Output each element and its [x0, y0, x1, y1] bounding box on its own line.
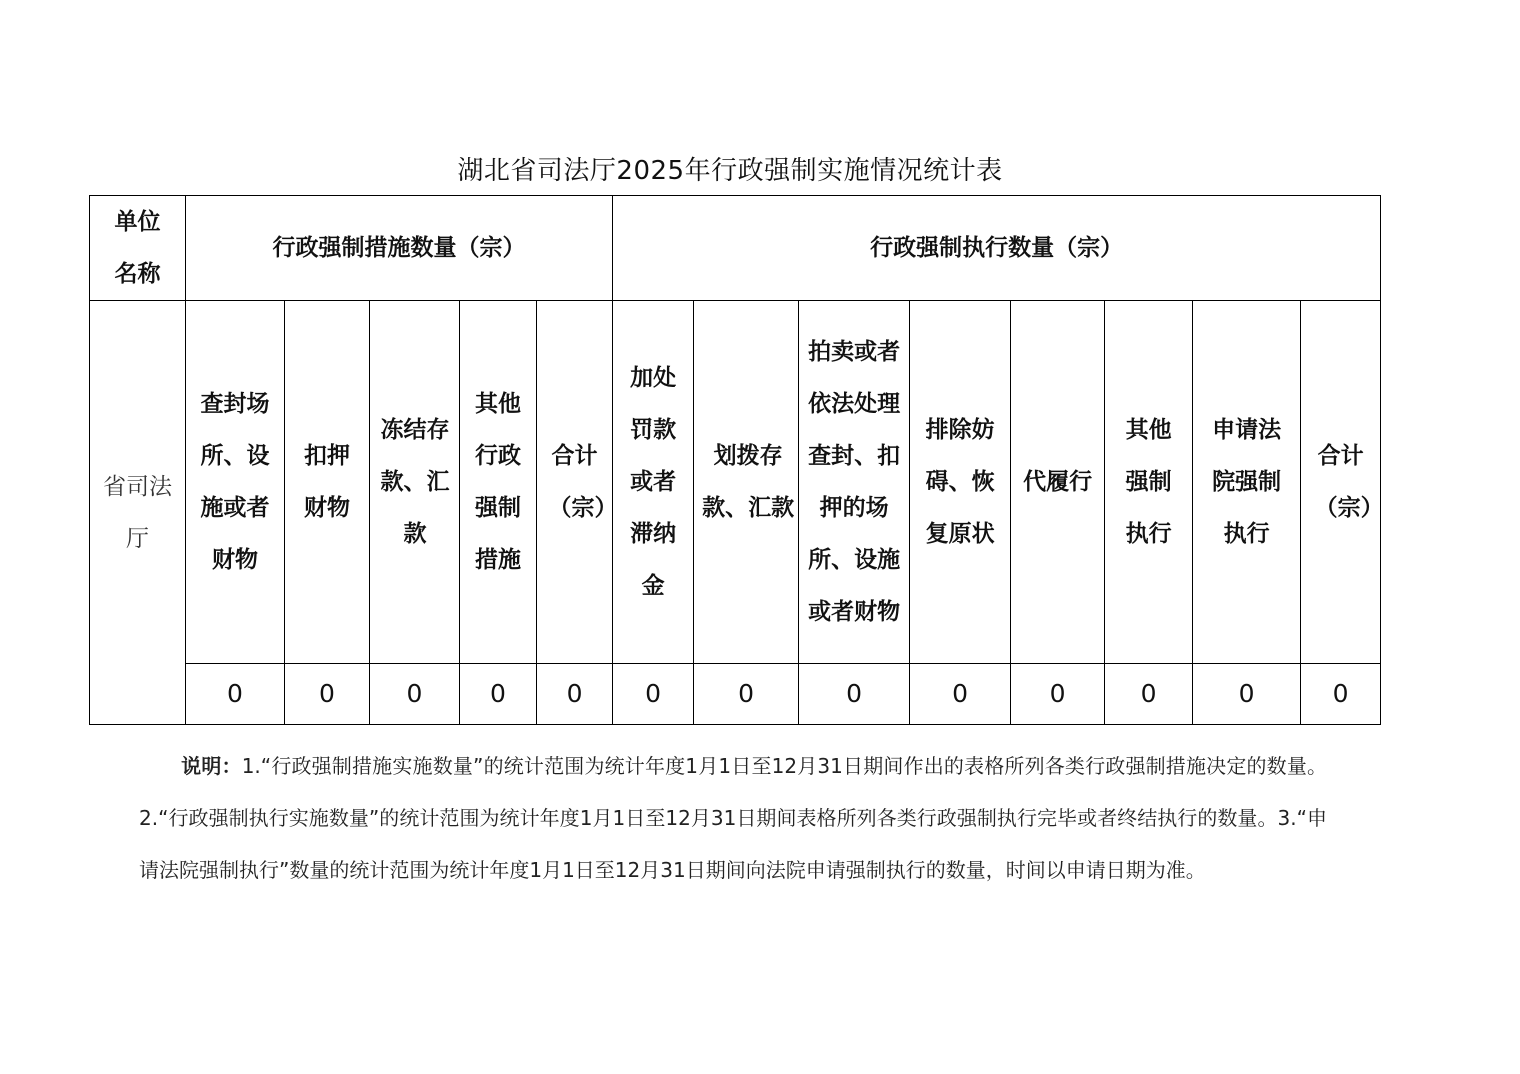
column-header-label: 扣押财物	[304, 443, 350, 521]
unit-header-label: 单位名称	[114, 209, 161, 287]
measures-group-label: 行政强制措施数量（宗）	[272, 235, 526, 261]
execution-group-label: 行政强制执行数量（宗）	[870, 235, 1124, 261]
unit-header-cell	[90, 196, 186, 301]
column-header-label: 拍卖或者依法处理查封、扣押的场所、设施或者财物	[808, 339, 901, 625]
notes-label: 说明：	[181, 754, 242, 778]
value-cell: 0	[799, 664, 910, 725]
column-header	[285, 301, 370, 664]
page-title: 湖北省司法厅2025年行政强制实施情况统计表	[457, 156, 1003, 186]
column-header	[694, 301, 799, 664]
notes-text: 1.“行政强制措施实施数量”的统计范围为统计年度1月1日至12月31日期间作出的表格所列各类行政强制措施决定的数量。2.“行政强制执行实施数量”的统计范围为统计年度1月1日至12月31日期间表格所列各类行政强制执行完毕或者终结执行的数量。3.“申请法院强制执行”数量的统计范围为统计年度1月1日至12月31日期间向法院申请强制执行的数量，时间以申请日期为准。	[139, 754, 1328, 882]
column-header-label: 代履行	[1023, 469, 1093, 495]
value-cell: 0	[1011, 664, 1105, 725]
execution-group-header	[613, 196, 1381, 301]
notes-paragraph	[139, 740, 1327, 896]
value-cell: 0	[1301, 664, 1381, 725]
column-header	[460, 301, 537, 664]
column-header	[1301, 301, 1384, 664]
value-cell: 0	[460, 664, 537, 725]
column-header-row	[90, 301, 1381, 664]
column-header	[370, 301, 460, 664]
value-cell: 0	[370, 664, 460, 725]
value-cell: 0	[186, 664, 285, 725]
value-cell: 0	[1193, 664, 1301, 725]
column-header-label: 排除妨碍、恢复原状	[925, 417, 995, 547]
column-header	[186, 301, 285, 664]
unit-name-cell	[90, 301, 186, 725]
column-header-label: 申请法院强制执行	[1212, 417, 1282, 547]
column-header-label: 其他行政强制措施	[475, 391, 521, 573]
column-header	[613, 301, 694, 664]
column-header-label: 查封场所、设施或者财物	[200, 391, 270, 573]
values-row	[90, 664, 1381, 725]
measures-group-header	[186, 196, 613, 301]
column-header	[1193, 301, 1301, 664]
column-header	[910, 301, 1011, 664]
column-header-label: 冻结存款、汇款	[380, 417, 450, 547]
value-cell: 0	[537, 664, 613, 725]
value-cell: 0	[285, 664, 370, 725]
column-header-label: 合计（宗）	[548, 443, 618, 521]
value-cell: 0	[613, 664, 694, 725]
column-header-label: 加处罚款或者滞纳金	[630, 365, 677, 599]
value-cell: 0	[1105, 664, 1193, 725]
value-cell: 0	[910, 664, 1011, 725]
column-header-label: 合计（宗）	[1314, 443, 1384, 521]
group-header-row	[90, 196, 1381, 301]
statistics-table	[89, 195, 1384, 725]
column-header	[799, 301, 910, 664]
column-header-label: 划拨存款、汇款	[702, 443, 795, 521]
column-header	[1011, 301, 1105, 664]
column-header-label: 其他强制执行	[1125, 417, 1172, 547]
unit-name-label: 省司法厅	[103, 473, 172, 552]
value-cell: 0	[694, 664, 799, 725]
column-header	[537, 301, 618, 664]
column-header	[1105, 301, 1193, 664]
